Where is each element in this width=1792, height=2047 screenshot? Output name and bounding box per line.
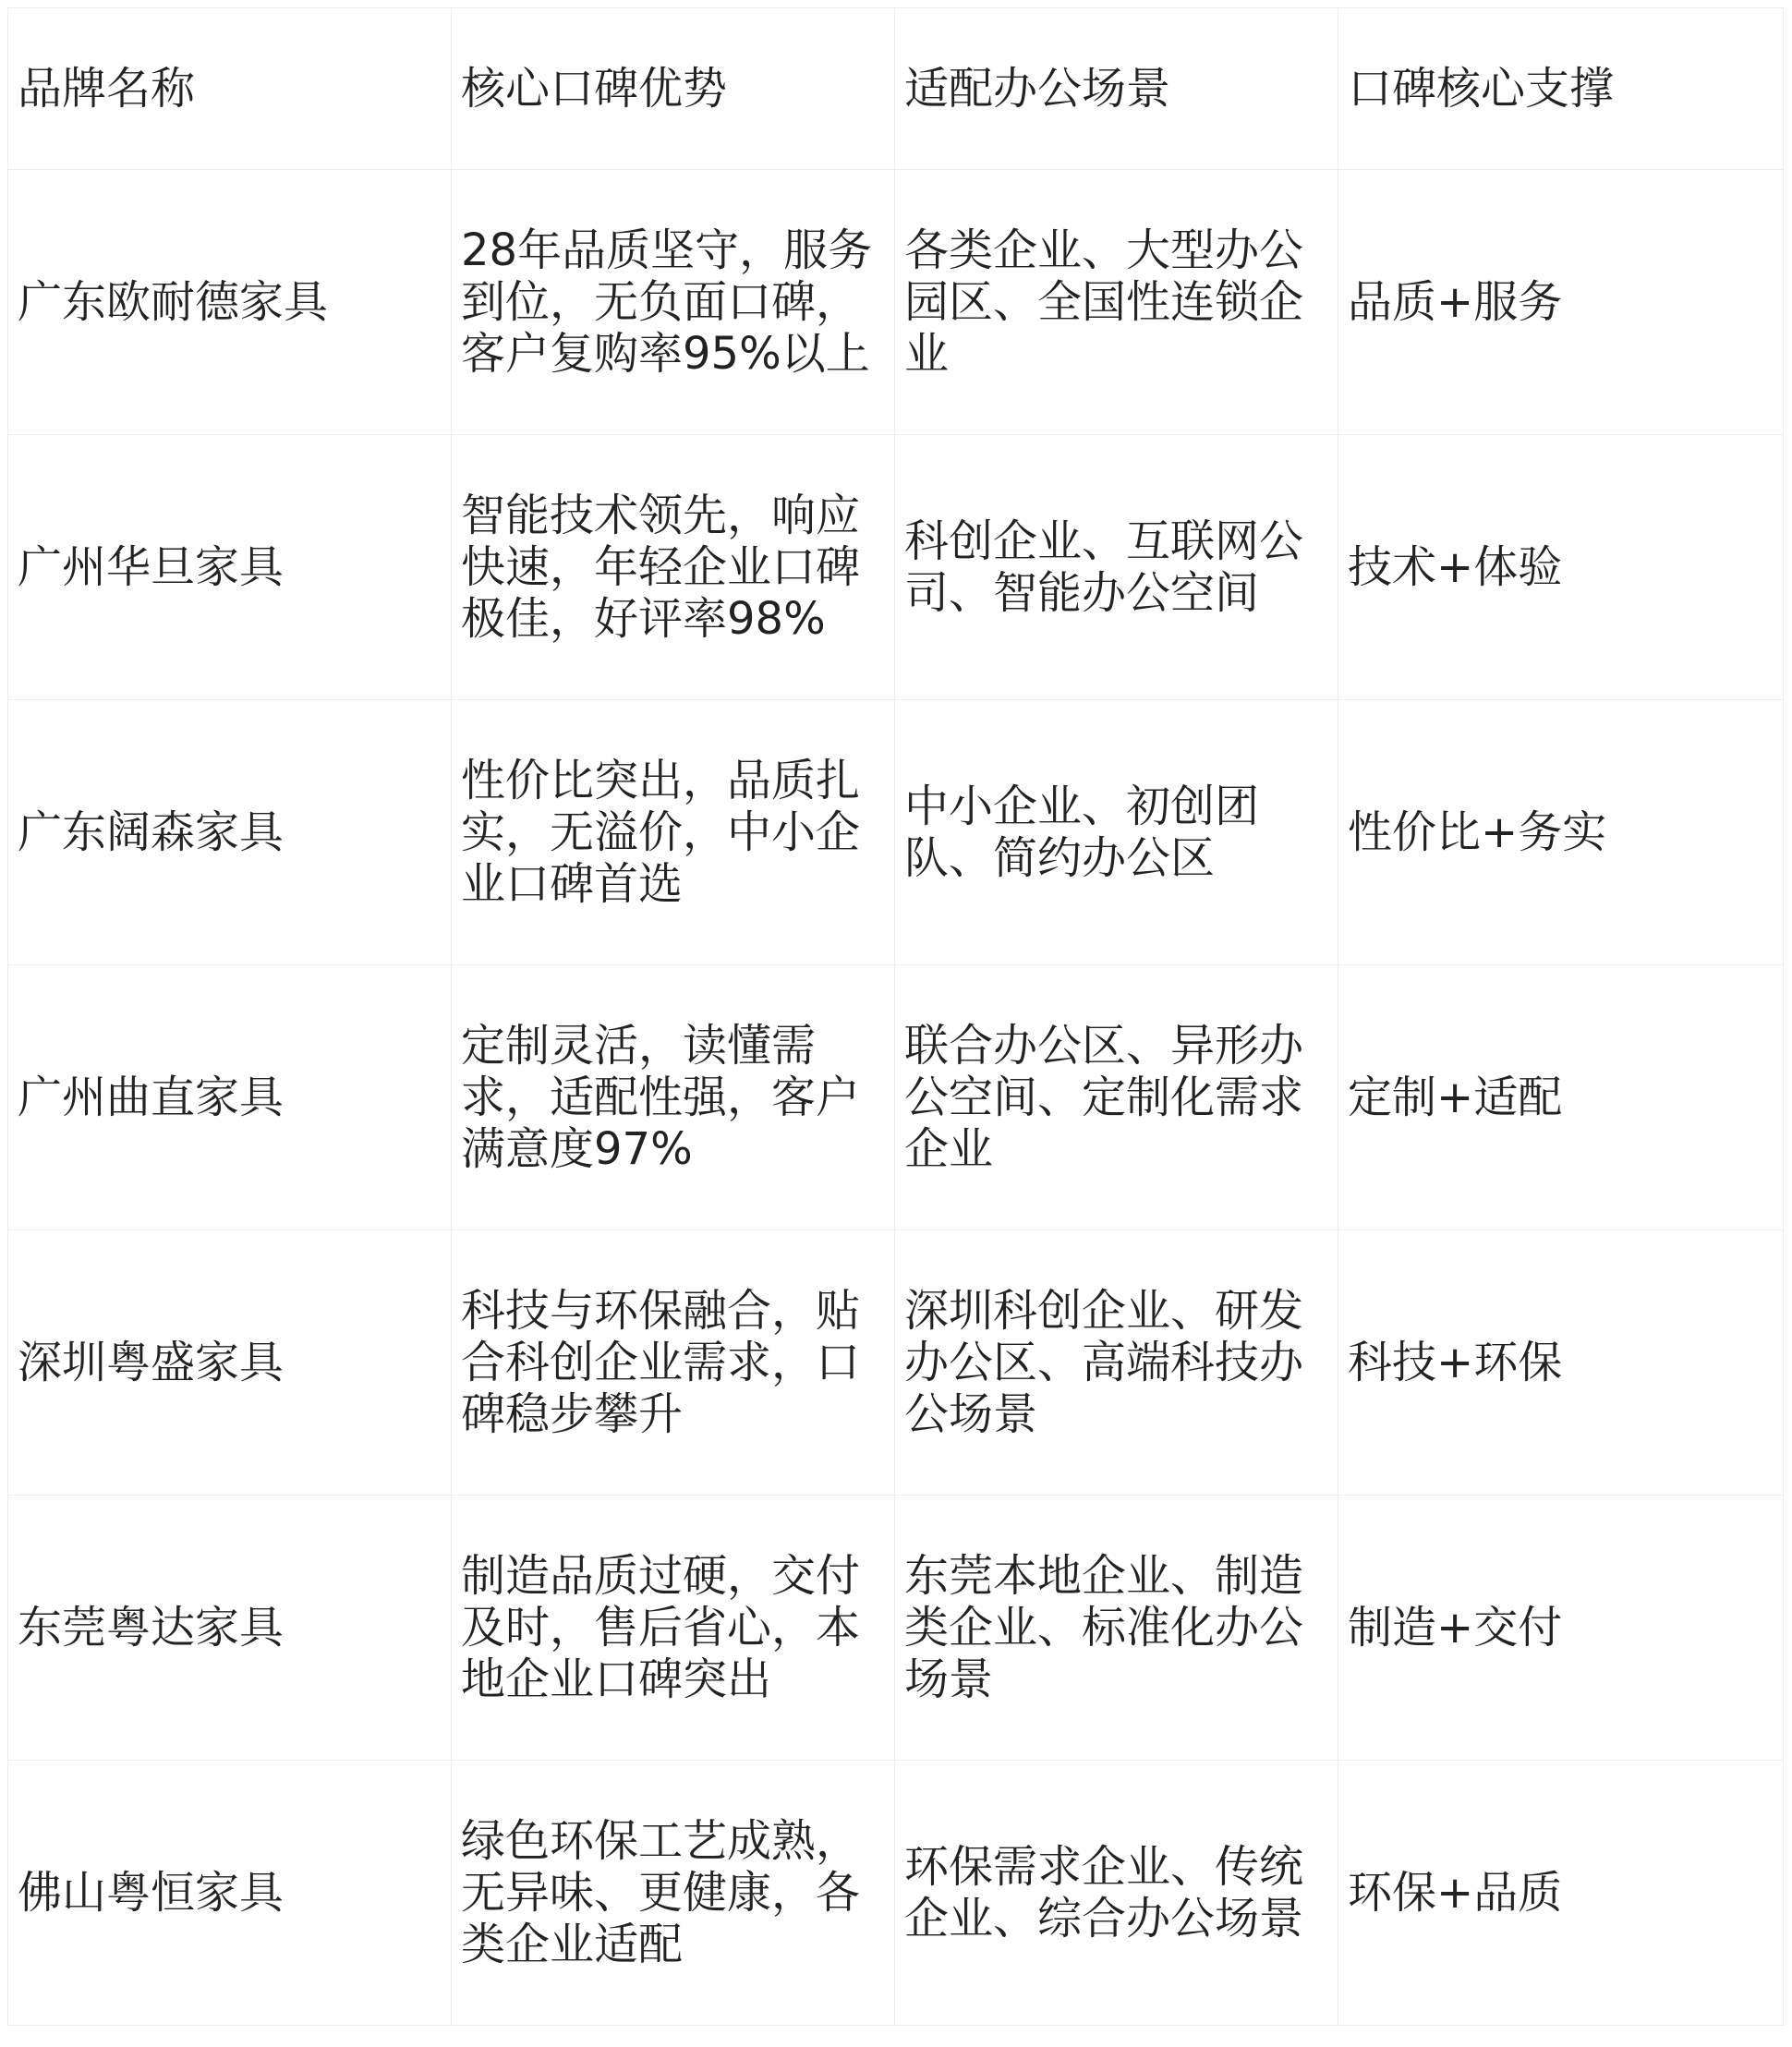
cell-core-support: 科技+环保 bbox=[1338, 1230, 1784, 1496]
comparison-table-container bbox=[7, 7, 1783, 2026]
cell-brand-name: 广东阔森家具 bbox=[8, 700, 452, 965]
header-brand-name: 品牌名称 bbox=[8, 8, 452, 170]
cell-core-advantage: 绿色环保工艺成熟，无异味、更健康，各类企业适配 bbox=[452, 1761, 895, 2026]
cell-office-scenario: 科创企业、互联网公司、智能办公空间 bbox=[895, 435, 1338, 700]
cell-office-scenario: 中小企业、初创团队、简约办公区 bbox=[895, 700, 1338, 965]
cell-brand-name: 深圳粤盛家具 bbox=[8, 1230, 452, 1496]
cell-core-support: 技术+体验 bbox=[1338, 435, 1784, 700]
cell-office-scenario: 深圳科创企业、研发办公区、高端科技办公场景 bbox=[895, 1230, 1338, 1496]
cell-core-advantage: 28年品质坚守，服务到位，无负面口碑，客户复购率95%以上 bbox=[452, 170, 895, 435]
cell-brand-name: 佛山粤恒家具 bbox=[8, 1761, 452, 2026]
cell-core-support: 制造+交付 bbox=[1338, 1496, 1784, 1761]
brand-comparison-table bbox=[7, 7, 1784, 2026]
cell-office-scenario: 各类企业、大型办公园区、全国性连锁企业 bbox=[895, 170, 1338, 435]
cell-core-advantage: 智能技术领先，响应快速，年轻企业口碑极佳，好评率98% bbox=[452, 435, 895, 700]
cell-office-scenario: 东莞本地企业、制造类企业、标准化办公场景 bbox=[895, 1496, 1338, 1761]
header-core-support: 口碑核心支撑 bbox=[1338, 8, 1784, 170]
cell-core-support: 性价比+务实 bbox=[1338, 700, 1784, 965]
cell-core-advantage: 性价比突出，品质扎实，无溢价，中小企业口碑首选 bbox=[452, 700, 895, 965]
cell-core-advantage: 定制灵活，读懂需求，适配性强，客户满意度97% bbox=[452, 965, 895, 1230]
table-row bbox=[8, 965, 1784, 1230]
cell-core-support: 环保+品质 bbox=[1338, 1761, 1784, 2026]
table-row bbox=[8, 700, 1784, 965]
cell-office-scenario: 环保需求企业、传统企业、综合办公场景 bbox=[895, 1761, 1338, 2026]
cell-core-support: 定制+适配 bbox=[1338, 965, 1784, 1230]
cell-core-advantage: 制造品质过硬，交付及时，售后省心，本地企业口碑突出 bbox=[452, 1496, 895, 1761]
table-row bbox=[8, 170, 1784, 435]
table-row bbox=[8, 435, 1784, 700]
cell-brand-name: 广州华旦家具 bbox=[8, 435, 452, 700]
header-office-scenario: 适配办公场景 bbox=[895, 8, 1338, 170]
cell-brand-name: 东莞粤达家具 bbox=[8, 1496, 452, 1761]
header-core-advantage: 核心口碑优势 bbox=[452, 8, 895, 170]
cell-office-scenario: 联合办公区、异形办公空间、定制化需求企业 bbox=[895, 965, 1338, 1230]
table-header-row bbox=[8, 8, 1784, 170]
cell-brand-name: 广州曲直家具 bbox=[8, 965, 452, 1230]
table-row bbox=[8, 1761, 1784, 2026]
table-row bbox=[8, 1496, 1784, 1761]
cell-core-advantage: 科技与环保融合，贴合科创企业需求，口碑稳步攀升 bbox=[452, 1230, 895, 1496]
cell-core-support: 品质+服务 bbox=[1338, 170, 1784, 435]
cell-brand-name: 广东欧耐德家具 bbox=[8, 170, 452, 435]
table-row bbox=[8, 1230, 1784, 1496]
